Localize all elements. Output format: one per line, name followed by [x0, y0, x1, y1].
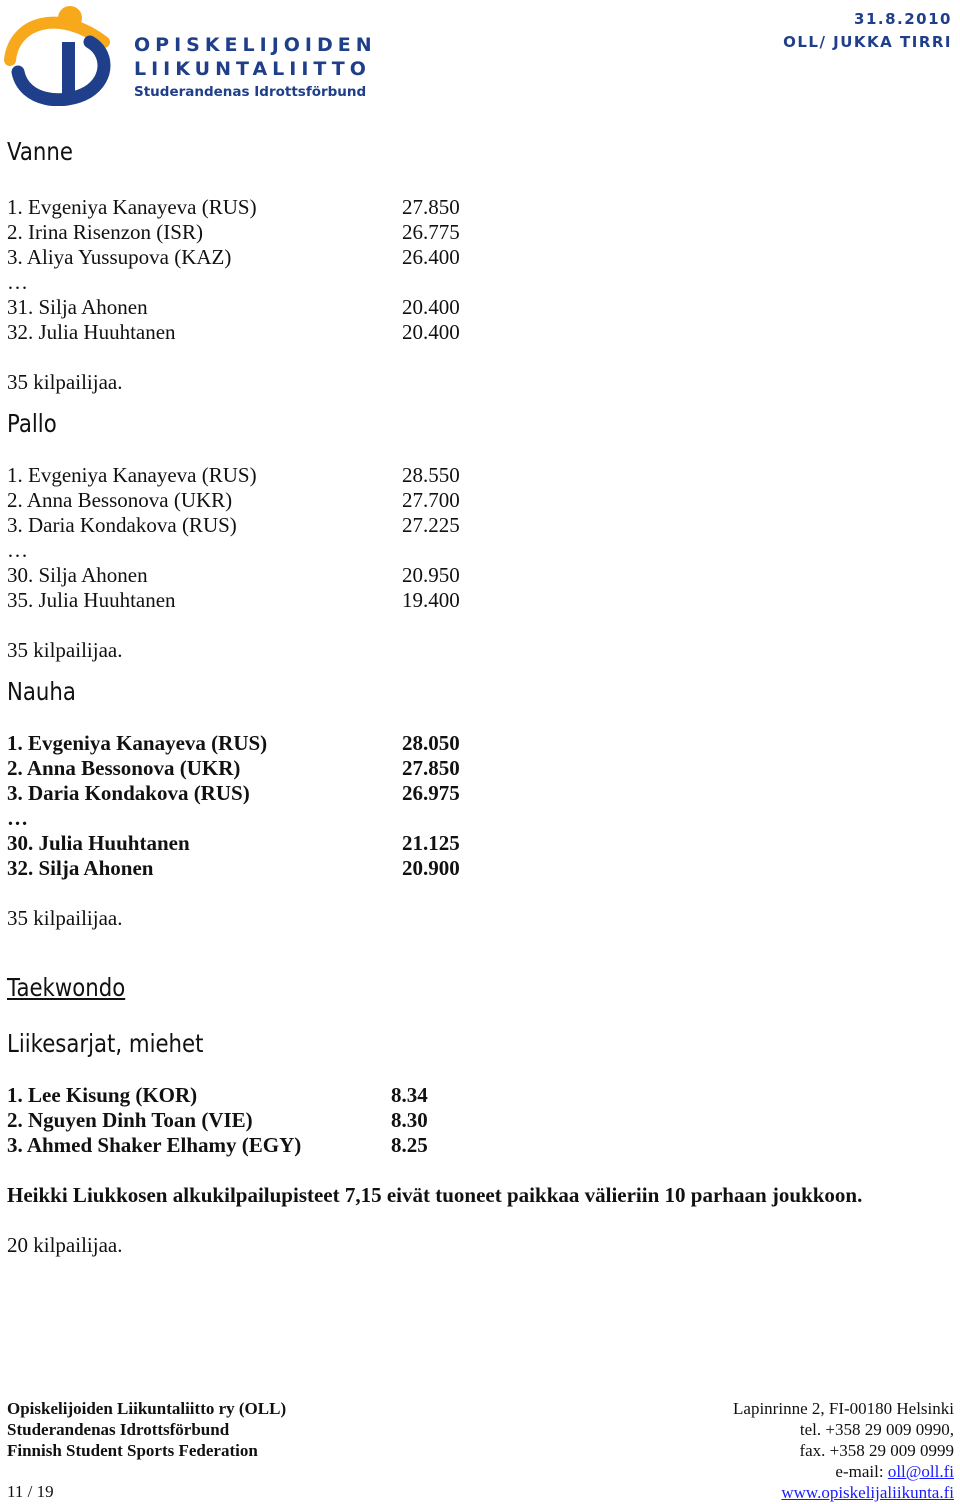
athlete-score: 20.900: [402, 856, 460, 880]
athlete-score: 26.975: [402, 781, 460, 805]
result-row: [7, 195, 947, 220]
event-subtitle: Liikesarjat, miehet: [7, 1029, 204, 1058]
sport-title: Taekwondo: [7, 973, 126, 1002]
athlete-name: 32. Silja Ahonen: [7, 856, 154, 880]
org-name-swedish: Studerandenas Idrottsförbund: [134, 84, 367, 100]
athlete-score: 27.850: [402, 756, 460, 780]
section-nauha: [7, 675, 947, 931]
result-row: [7, 220, 947, 245]
result-row: [7, 513, 947, 538]
athlete-score: 20.400: [402, 320, 460, 344]
athlete-name: 3. Daria Kondakova (RUS): [7, 513, 237, 537]
footer-address: Lapinrinne 2, FI-00180 Helsinki: [733, 1399, 954, 1418]
section-title: Vanne: [7, 137, 73, 166]
athlete-score: 8.25: [391, 1133, 428, 1157]
result-row: [7, 731, 947, 756]
athlete-score: 27.225: [402, 513, 460, 537]
footer-email-line: [733, 1461, 954, 1482]
section-title: Pallo: [7, 409, 57, 438]
result-row: [7, 463, 947, 488]
result-row: [7, 1108, 947, 1133]
section-pallo: [7, 407, 947, 663]
page-number: 11 / 19: [7, 1482, 54, 1501]
ellipsis-row: [7, 270, 947, 295]
athlete-score: 8.30: [391, 1108, 428, 1132]
results-content: [7, 130, 947, 1258]
footer-contact-block: [733, 1398, 954, 1503]
athlete-name: 30. Silja Ahonen: [7, 563, 148, 587]
ellipsis: …: [7, 538, 28, 562]
athlete-score: 21.125: [402, 831, 460, 855]
footer-fax: fax. +358 29 009 0999: [799, 1441, 954, 1460]
footer-org-block: [7, 1398, 286, 1461]
athlete-name: 35. Julia Huuhtanen: [7, 588, 176, 612]
competitor-count: 20 kilpailijaa.: [7, 1233, 123, 1257]
athlete-name: 3. Aliya Yussupova (KAZ): [7, 245, 232, 269]
result-row: [7, 588, 947, 613]
ellipsis-row: [7, 538, 947, 563]
note-text: Heikki Liukkosen alkukilpailupisteet 7,15 eivät tuoneet paikkaa välieriin 10 parhaan joukkoon.: [7, 1183, 863, 1207]
result-row: [7, 320, 947, 345]
result-row: [7, 1133, 947, 1158]
athlete-score: 27.700: [402, 488, 460, 512]
athlete-score: 20.400: [402, 295, 460, 319]
section-title: Nauha: [7, 677, 76, 706]
athlete-name: 30. Julia Huuhtanen: [7, 831, 190, 855]
org-name-line1: OPISKELIJOIDEN: [134, 34, 377, 56]
athlete-score: 26.775: [402, 220, 460, 244]
result-row: [7, 563, 947, 588]
competitor-count: 35 kilpailijaa.: [7, 370, 123, 394]
footer-tel: tel. +358 29 009 0990,: [799, 1420, 954, 1439]
result-row: [7, 756, 947, 781]
footer-org-english: Finnish Student Sports Federation: [7, 1441, 258, 1460]
athlete-name: 2. Nguyen Dinh Toan (VIE): [7, 1108, 253, 1132]
ellipsis-row: [7, 806, 947, 831]
athlete-score: 8.34: [391, 1083, 428, 1107]
athlete-name: 3. Ahmed Shaker Elhamy (EGY): [7, 1133, 302, 1157]
athlete-name: 1. Evgeniya Kanayeva (RUS): [7, 731, 268, 755]
athlete-score: 26.400: [402, 245, 460, 269]
result-row: [7, 295, 947, 320]
result-row: [7, 781, 947, 806]
ellipsis: …: [7, 270, 28, 294]
section-taekwondo: [7, 971, 947, 1258]
ellipsis: …: [7, 806, 28, 830]
footer-org-name: Opiskelijoiden Liikuntaliitto ry (OLL): [7, 1399, 287, 1418]
athlete-score: 20.950: [402, 563, 460, 587]
athlete-name: 2. Anna Bessonova (UKR): [7, 488, 233, 512]
athlete-name: 3. Daria Kondakova (RUS): [7, 781, 250, 805]
result-row: [7, 1083, 947, 1108]
footer-org-swedish: Studerandenas Idrottsförbund: [7, 1420, 230, 1439]
athlete-name: 32. Julia Huuhtanen: [7, 320, 176, 344]
result-note: [7, 1183, 947, 1208]
athlete-name: 2. Irina Risenzon (ISR): [7, 220, 203, 244]
result-row: [7, 831, 947, 856]
oll-logo: [4, 2, 116, 111]
email-link[interactable]: oll@oll.fi: [887, 1462, 954, 1481]
competitor-count: 35 kilpailijaa.: [7, 906, 123, 930]
header-date: 31.8.2010: [854, 10, 952, 28]
org-name-line2: LIIKUNTALIITTO: [134, 58, 371, 80]
athlete-score: 27.850: [402, 195, 460, 219]
athlete-score: 28.550: [402, 463, 460, 487]
athlete-score: 19.400: [402, 588, 460, 612]
athlete-name: 1. Evgeniya Kanayeva (RUS): [7, 463, 257, 487]
athlete-name: 2. Anna Bessonova (UKR): [7, 756, 241, 780]
header-author: OLL/ JUKKA TIRRI: [783, 33, 952, 51]
result-row: [7, 856, 947, 881]
result-row: [7, 488, 947, 513]
athlete-name: 1. Evgeniya Kanayeva (RUS): [7, 195, 257, 219]
athlete-name: 1. Lee Kisung (KOR): [7, 1083, 198, 1107]
email-label: e-mail:: [835, 1462, 888, 1481]
page-header: [0, 0, 960, 110]
website-link[interactable]: www.opiskelijaliikunta.fi: [781, 1483, 954, 1502]
competitor-count: 35 kilpailijaa.: [7, 638, 123, 662]
athlete-name: 31. Silja Ahonen: [7, 295, 148, 319]
result-row: [7, 245, 947, 270]
athlete-score: 28.050: [402, 731, 460, 755]
section-vanne: [7, 135, 947, 395]
